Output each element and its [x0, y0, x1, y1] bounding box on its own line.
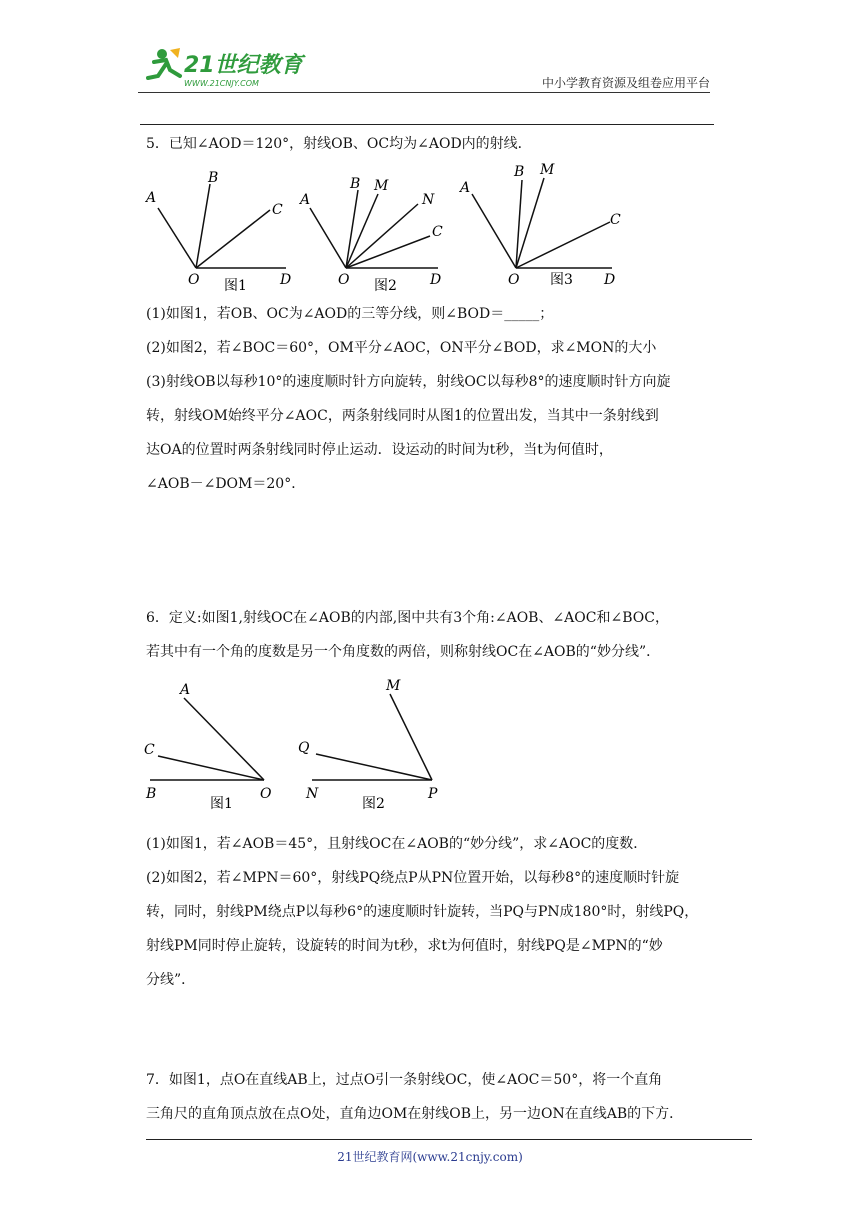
- svg-text:D: D: [430, 272, 442, 288]
- q6-part2-line4: 分线”．: [146, 972, 196, 988]
- svg-text:C: C: [144, 742, 155, 758]
- svg-text:C: C: [272, 202, 283, 218]
- q6-part2-line1: (2)如图2，若∠MPN＝60°，射线PQ绕点P从PN位置开始，以每秒8°的速度顺时针旋: [146, 870, 680, 886]
- svg-text:图1: 图1: [224, 278, 247, 294]
- svg-text:O: O: [188, 272, 200, 288]
- footer-divider: [146, 1139, 752, 1140]
- q5-figure-2: [298, 176, 443, 294]
- content-top-divider: [140, 124, 714, 125]
- q6-figure-1: [144, 682, 272, 812]
- site-logo: [140, 42, 310, 94]
- q6-stem-line2: 若其中有一个角的度数是另一个角度数的两倍，则称射线OC在∠AOB的“妙分线”．: [146, 644, 661, 660]
- q5-part3-line1: (3)射线OB以每秒10°的速度顺时针方向旋转，射线OC以每秒8°的速度顺时针方向旋: [146, 374, 671, 390]
- svg-text:D: D: [604, 272, 616, 288]
- svg-text:M: M: [540, 162, 555, 178]
- svg-text:O: O: [508, 272, 520, 288]
- svg-text:C: C: [432, 224, 443, 240]
- svg-text:B: B: [146, 786, 157, 802]
- q5-part3-line2: 转，射线OM始终平分∠AOC，两条射线同时从图1的位置出发，当其中一条射线到: [146, 408, 659, 424]
- q6-stem-line1: 6．定义:如图1,射线OC在∠AOB的内部,图中共有3个角:∠AOB、∠AOC和∠BOC，: [146, 610, 669, 626]
- svg-text:Q: Q: [298, 740, 310, 756]
- svg-text:N: N: [422, 192, 435, 208]
- platform-name: 中小学教育资源及组卷应用平台: [541, 76, 710, 90]
- svg-text:D: D: [280, 272, 292, 288]
- svg-text:图3: 图3: [550, 272, 573, 288]
- q5-figure-3: [458, 162, 621, 288]
- svg-text:A: A: [146, 190, 157, 206]
- svg-text:图1: 图1: [210, 796, 233, 812]
- q5-part1: (1)如图1，若OB、OC为∠AOD的三等分线，则∠BOD＝_____；: [146, 306, 554, 322]
- svg-text:A: A: [300, 192, 311, 208]
- svg-text:M: M: [386, 678, 401, 694]
- svg-text:B: B: [514, 164, 525, 180]
- q6-part2-line3: 射线PM同时停止旋转，设旋转的时间为t秒，求t为何值时，射线PQ是∠MPN的“妙: [146, 938, 663, 954]
- svg-text:图2: 图2: [374, 278, 397, 294]
- svg-text:B: B: [208, 170, 219, 186]
- q6-figure-2: [298, 678, 438, 812]
- q7-line1: 7．如图1，点O在直线AB上，过点O引一条射线OC，使∠AOC＝50°，将一个直角: [146, 1072, 663, 1088]
- q5-part3-line4: ∠AOB－∠DOM＝20°．: [146, 476, 306, 492]
- svg-text:N: N: [306, 786, 319, 802]
- svg-text:O: O: [338, 272, 350, 288]
- svg-text:C: C: [610, 212, 621, 228]
- svg-text:M: M: [374, 178, 389, 194]
- runner-icon: [148, 48, 180, 78]
- q5-part2: (2)如图2，若∠BOC＝60°，OM平分∠AOC，ON平分∠BOD，求∠MON的大小: [146, 340, 657, 356]
- svg-text:B: B: [350, 176, 361, 192]
- svg-text:P: P: [428, 786, 438, 802]
- svg-text:A: A: [460, 180, 471, 196]
- footer-link[interactable]: 21世纪教育网(www.21cnjy.com): [337, 1150, 523, 1164]
- q5-stem: 5．已知∠AOD＝120°，射线OB、OC均为∠AOD内的射线．: [146, 136, 532, 152]
- svg-text:A: A: [180, 682, 191, 698]
- q5-figure-1: [144, 170, 291, 294]
- q5-figures: [140, 158, 630, 298]
- q5-part3-line3: 达OA的位置时两条射线同时停止运动．设运动的时间为t秒，当t为何值时，: [146, 442, 613, 458]
- q6-part2-line2: 转，同时，射线PM绕点P以每秒6°的速度顺时针旋转，当PQ与PN成180°时，射线PQ，: [146, 904, 699, 920]
- q6-figures: [140, 672, 460, 822]
- svg-text:图2: 图2: [362, 796, 385, 812]
- q6-part1: (1)如图1，若∠AOB＝45°，且射线OC在∠AOB的“妙分线”，求∠AOC的度数．: [146, 836, 648, 852]
- q7-line2: 三角尺的直角顶点放在点O处，直角边OM在射线OB上，另一边ON在直线AB的下方．: [146, 1106, 684, 1122]
- svg-text:O: O: [260, 786, 272, 802]
- logo-text: 21世纪教育: [184, 53, 303, 78]
- logo-url: WWW.21CNJY.COM: [184, 79, 259, 88]
- header-divider: [138, 92, 710, 93]
